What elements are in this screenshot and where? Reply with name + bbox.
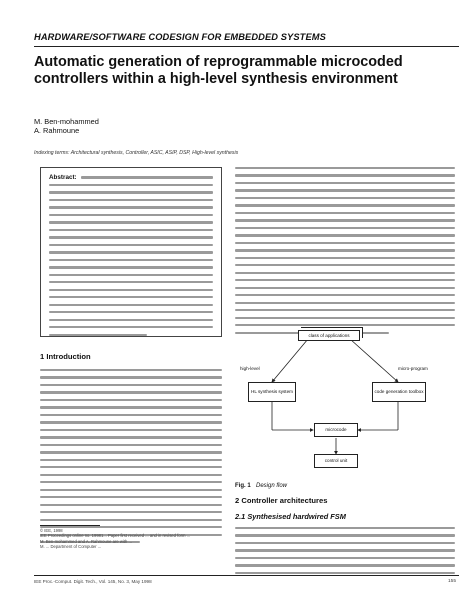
paper-title: Automatic generation of reprogrammable microcoded controllers within a high-level synthesis environment bbox=[34, 54, 403, 87]
author-name: A. Rahmoune bbox=[34, 126, 80, 135]
figure-box-library: class of applications bbox=[298, 330, 360, 341]
indexing-terms: Indexing terms: Architectural synthesis, Controller, ASIC, ASIP, DSP, High-level synthesis bbox=[34, 150, 239, 156]
section-heading-controller-architectures: 2 Controller architectures bbox=[235, 496, 328, 505]
figure-box-control-unit: control unit bbox=[314, 454, 358, 468]
figure-caption-number: Fig. 1 bbox=[235, 483, 251, 489]
footnote: M. Ben-mohammed and A. Rahmoune are with ... bbox=[40, 538, 132, 544]
footnote: IEE Proceedings online no. 19981... Paper first received ... and in revised form ... bbox=[40, 533, 191, 539]
footnote: M. ... Department of Computer ... bbox=[40, 544, 102, 550]
page-number: 155 bbox=[448, 579, 457, 584]
header-rule bbox=[34, 46, 459, 47]
figure-label-right: micro-program bbox=[398, 366, 428, 371]
abstract-box bbox=[40, 167, 222, 337]
figure-label-left: high-level bbox=[240, 366, 260, 371]
journal-footer: IEE Proc.-Comput. Digit. Tech., Vol. 145, No. 3, May 1998 bbox=[34, 579, 152, 584]
abstract-text bbox=[49, 174, 213, 341]
figure-caption-text: Design flow bbox=[256, 483, 288, 489]
footnotes bbox=[40, 528, 222, 550]
figure-box-code-generation: code generation toolbox bbox=[372, 382, 426, 402]
section-2-text bbox=[235, 527, 455, 579]
section-heading-introduction: 1 Introduction bbox=[40, 352, 91, 361]
footnote-rule bbox=[40, 525, 100, 526]
subsection-heading-hardwired-fsm: 2.1 Synthesised hardwired FSM bbox=[235, 512, 346, 521]
footer-rule bbox=[34, 575, 459, 576]
author-name: M. Ben-mohammed bbox=[34, 117, 99, 126]
footnote: © IEE, 1998 bbox=[40, 528, 63, 533]
introduction-text bbox=[40, 369, 222, 549]
figure-box-hl-synthesis: HL synthesis system bbox=[248, 382, 296, 402]
figure-1 bbox=[238, 330, 458, 480]
figure-box-microcode: microcode bbox=[314, 423, 358, 437]
authors bbox=[34, 117, 99, 135]
right-column-text bbox=[235, 167, 455, 339]
journal-kicker: HARDWARE/SOFTWARE CODESIGN FOR EMBEDDED SYSTEMS bbox=[34, 32, 326, 42]
abstract-label: Abstract: bbox=[49, 174, 77, 181]
